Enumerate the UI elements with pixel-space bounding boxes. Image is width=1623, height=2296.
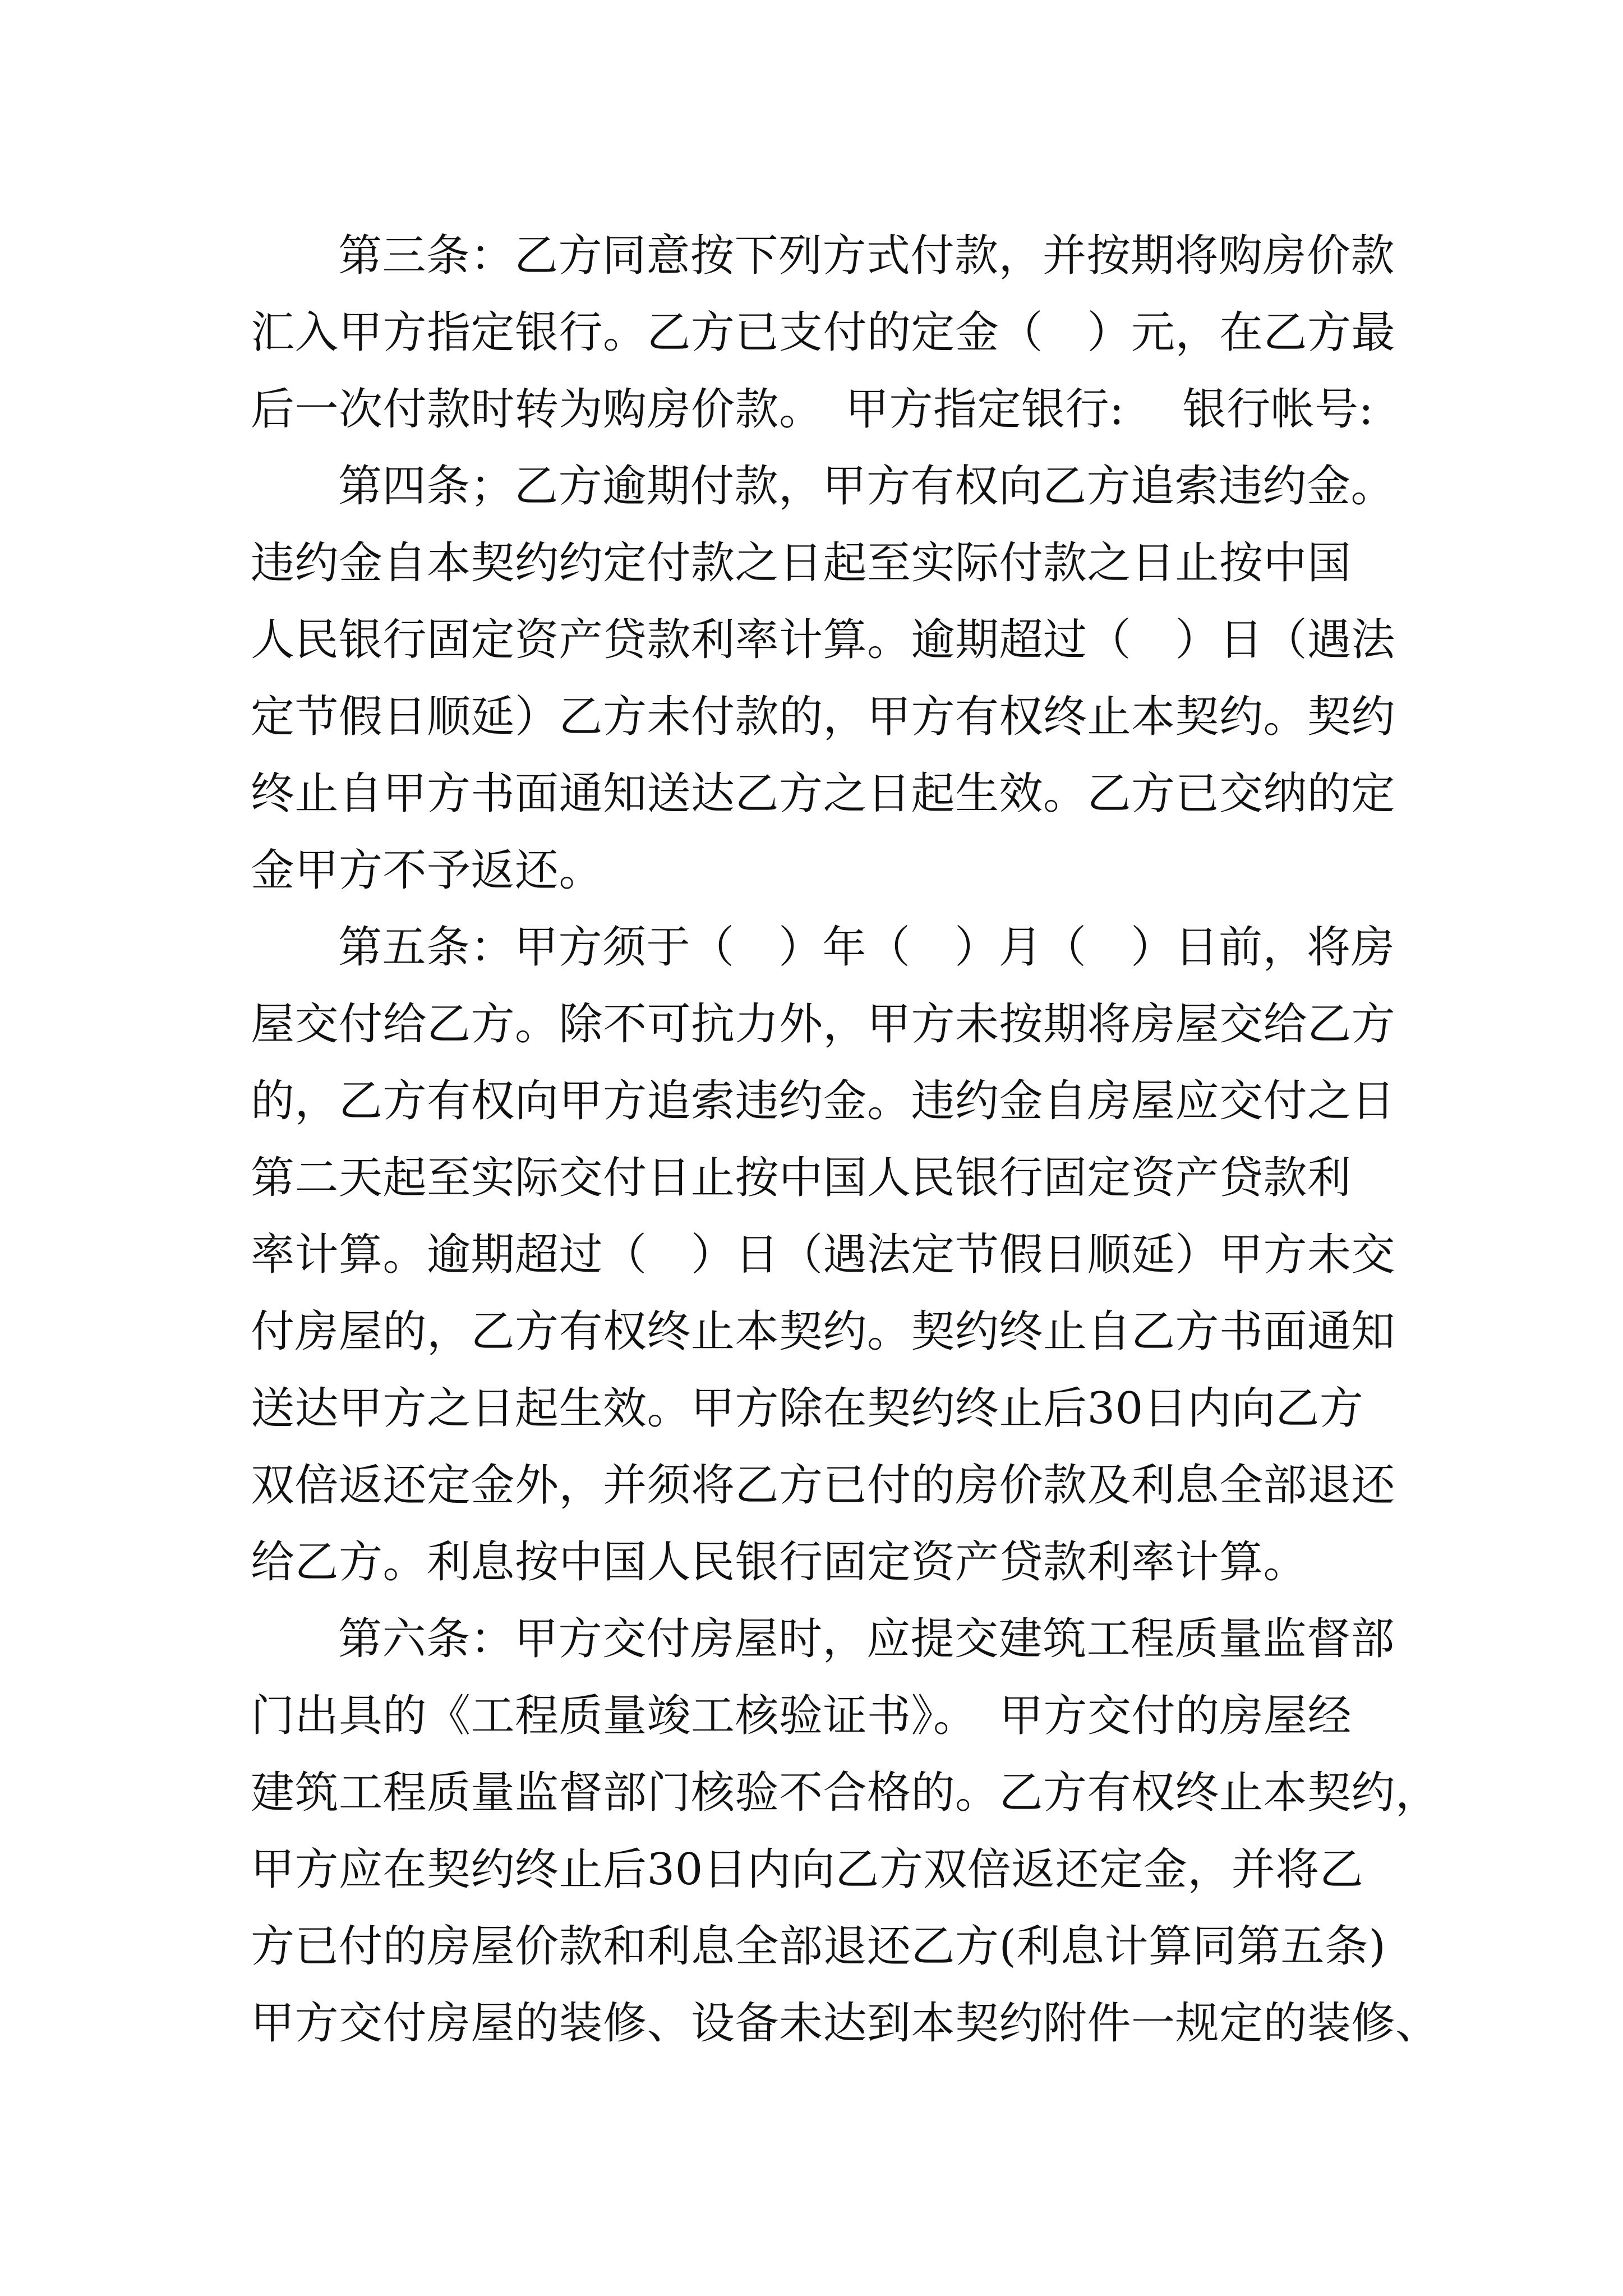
article-6-line-4: 甲方应在契约终止后30日内向乙方双倍返还定金，并将乙	[251, 1844, 1364, 1895]
article-6-line-3: 建筑工程质量监督部门核验不合格的。乙方有权终止本契约，	[251, 1768, 1440, 1818]
article-4-line-2: 违约金自本契约约定付款之日起至实际付款之日止按中国	[251, 538, 1352, 588]
article-6-line-6: 甲方交付房屋的装修、设备未达到本契约附件一规定的装修、	[251, 1998, 1440, 2049]
article-4-line-5: 终止自甲方书面通知送达乙方之日起生效。乙方已交纳的定	[251, 769, 1396, 819]
article-3-line-2: 汇入甲方指定银行。乙方已支付的定金（ ）元，在乙方最	[251, 307, 1396, 358]
article-4-line-4: 定节假日顺延）乙方未付款的，甲方有权终止本契约。契约	[251, 692, 1396, 742]
article-4-line-6: 金甲方不予返还。	[251, 845, 603, 896]
article-6-line-2: 门出具的《工程质量竣工核验证书》。 甲方交付的房屋经	[251, 1691, 1352, 1741]
article-5-line-6: 付房屋的，乙方有权终止本契约。契约终止自乙方书面通知	[251, 1306, 1396, 1357]
article-3-line-3: 后一次付款时转为购房价款。 甲方指定银行: 银行帐号:	[251, 384, 1374, 435]
article-5-line-7: 送达甲方之日起生效。甲方除在契约终止后30日内向乙方	[251, 1383, 1364, 1434]
article-5-line-3: 的，乙方有权向甲方追索违约金。违约金自房屋应交付之日	[251, 1076, 1396, 1126]
article-5-line-5: 率计算。逾期超过（ ）日（遇法定节假日顺延）甲方未交	[251, 1230, 1396, 1280]
article-4-line-3: 人民银行固定资产贷款利率计算。逾期超过（ ）日（遇法	[251, 615, 1396, 665]
contract-text	[251, 218, 1440, 2062]
article-5-line-9: 给乙方。利息按中国人民银行固定资产贷款利率计算。	[251, 1537, 1308, 1588]
article-3-line-1: 第三条：乙方同意按下列方式付款，并按期将购房价款	[338, 231, 1395, 281]
article-5-line-2: 屋交付给乙方。除不可抗力外，甲方未按期将房屋交给乙方	[251, 999, 1396, 1050]
article-6-line-5: 方已付的房屋价款和利息全部退还乙方(利息计算同第五条)	[251, 1921, 1386, 1972]
article-6-line-1: 第六条：甲方交付房屋时，应提交建筑工程质量监督部	[338, 1614, 1395, 1664]
article-5-line-4: 第二天起至实际交付日止按中国人民银行固定资产贷款利	[251, 1153, 1352, 1203]
article-4-line-1: 第四条；乙方逾期付款，甲方有权向乙方追索违约金。	[338, 461, 1395, 512]
article-5-line-8: 双倍返还定金外，并须将乙方已付的房价款及利息全部退还	[251, 1460, 1396, 1511]
article-5-line-1: 第五条：甲方须于（ ）年（ ）月（ ）日前，将房	[338, 922, 1395, 973]
